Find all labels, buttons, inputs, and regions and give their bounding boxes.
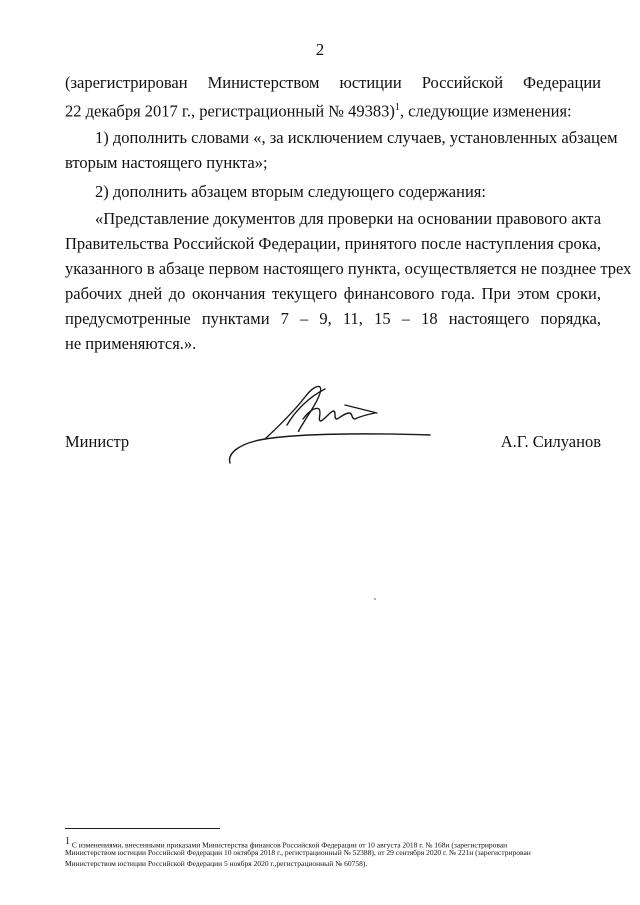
item-1-line-2: вторым настоящего пункта»;	[65, 153, 268, 172]
body-line-2-text: 22 декабря 2017 г., регистрационный № 49383)	[65, 101, 395, 121]
quote-line-5: предусмотренные пунктами 7 – 9, 11, 15 – 18 настоящего порядка,	[65, 309, 601, 328]
quote-line-4: рабочих дней до окончания текущего финансового года. При этом сроки,	[65, 284, 601, 303]
footnote-marker: 1	[65, 836, 70, 847]
footnote-text-1: С изменениями, внесенными приказами Министерства финансов Российской Федерации от 10 августа 2018 г. № 168н (зарегистрирован	[71, 840, 508, 850]
signer-name: А.Г. Силуанов	[500, 432, 601, 451]
body-line-2-tail: , следующие изменения:	[399, 101, 572, 121]
body-line-1: (зарегистрирован Министерством юстиции Российской Федерации	[65, 73, 601, 92]
quote-line-3: указанного в абзаце первом настоящего пункта, осуществляется не позднее трех	[65, 259, 632, 278]
scan-speck	[374, 598, 376, 600]
body-line-2	[65, 98, 601, 122]
footnote-line-2: Министерством юстиции Российской Федерации 10 октября 2018 г., регистрационный № 52388), от 29 сентября 2020 г. № 221н (зарегистрирован	[65, 848, 531, 857]
footnote-divider	[65, 828, 220, 829]
quote-line-6: не применяются.».	[65, 334, 197, 353]
handwritten-signature	[225, 375, 440, 470]
quote-line-2: Правительства Российской Федерации, принятого после наступления срока,	[65, 234, 601, 253]
quote-line-1: «Представление документов для проверки на основании правового акта	[95, 209, 602, 228]
item-2: 2) дополнить абзацем вторым следующего содержания:	[95, 182, 486, 201]
footnote-reference: 1	[394, 102, 400, 113]
item-1-line-1: 1) дополнить словами «, за исключением случаев, установленных абзацем	[95, 128, 618, 147]
page-number: 2	[315, 40, 325, 59]
footnote-line-3: Министерством юстиции Российской Федерации 5 ноября 2020 г.,регистрационный № 60758).	[65, 859, 368, 868]
signer-role: Министр	[65, 432, 130, 451]
